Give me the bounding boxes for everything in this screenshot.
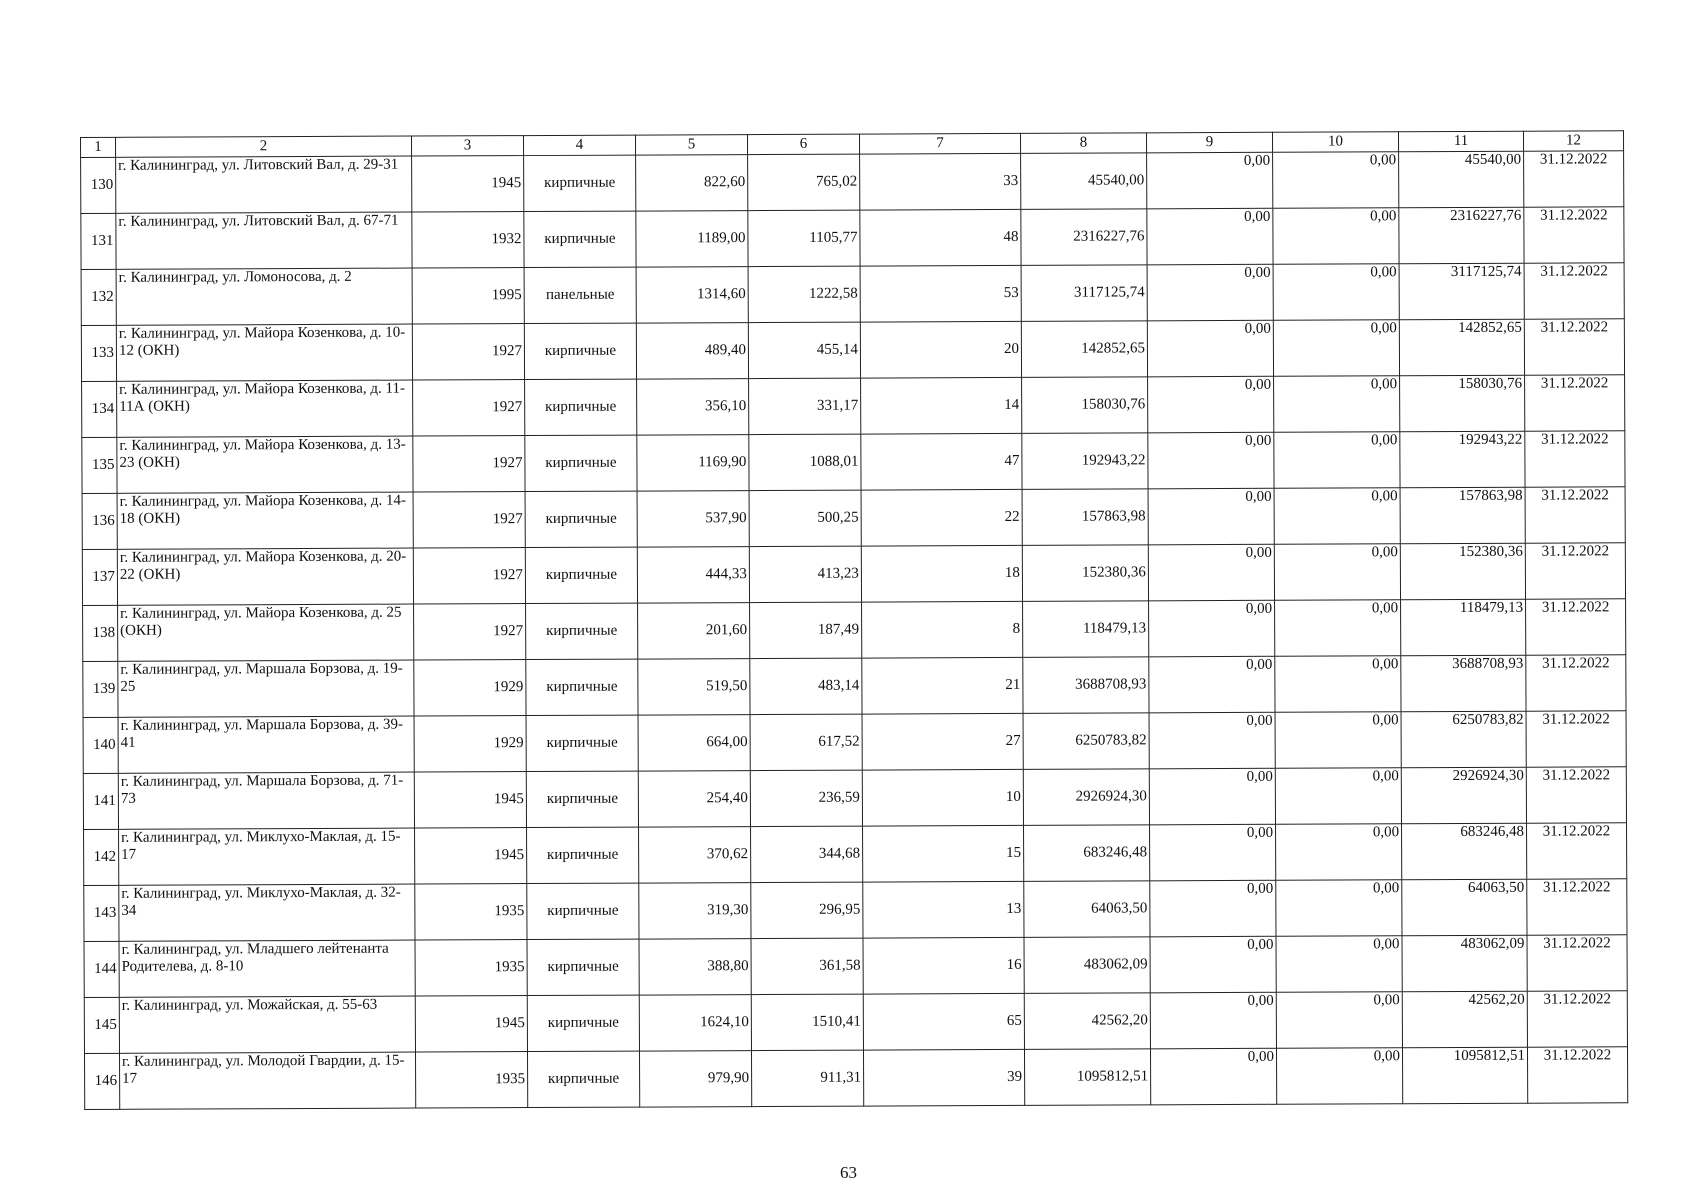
cost-total-cell: 2926924,30 (1023, 769, 1149, 826)
total-area-cell: 1169,90 (637, 435, 749, 491)
page-number: 63 (840, 1163, 857, 1182)
cost-total-cell: 192943,22 (1022, 433, 1148, 490)
residents-count-cell: 47 (861, 433, 1022, 490)
cost-cell-10: 0,00 (1275, 600, 1401, 657)
year-cell: 1995 (412, 268, 524, 324)
cost-cell-10: 0,00 (1276, 992, 1402, 1049)
cost-cell-9: 0,00 (1149, 712, 1275, 769)
deadline-date-cell: 31.12.2022 (1526, 655, 1626, 711)
deadline-date-cell: 31.12.2022 (1524, 263, 1624, 319)
row-number: 139 (83, 661, 118, 717)
year-cell: 1945 (412, 156, 524, 212)
year-cell: 1945 (414, 772, 526, 828)
total-area-cell: 444,33 (637, 547, 749, 603)
cost-cell-11: 3688708,93 (1401, 655, 1526, 712)
total-area-cell: 537,90 (637, 491, 749, 547)
residential-area-cell: 765,02 (748, 154, 860, 210)
address-cell: г. Калининград, ул. Майора Козенкова, д. 20-22 (ОКН) (117, 548, 413, 605)
year-cell: 1945 (415, 828, 527, 884)
row-number: 138 (83, 605, 118, 661)
column-number-6: 6 (747, 134, 859, 154)
wall-material-cell: кирпичные (527, 995, 639, 1051)
deadline-date-cell: 31.12.2022 (1525, 487, 1625, 543)
address-cell: г. Калининград, ул. Литовский Вал, д. 67-71 (116, 212, 412, 269)
cost-cell-10: 0,00 (1276, 880, 1402, 937)
total-area-cell: 822,60 (636, 155, 748, 211)
year-cell: 1935 (415, 1052, 527, 1108)
address-cell: г. Калининград, ул. Литовский Вал, д. 29-31 (116, 156, 412, 213)
residential-area-cell: 1088,01 (749, 434, 861, 490)
cost-cell-9: 0,00 (1150, 992, 1276, 1049)
residential-area-cell: 483,14 (750, 658, 862, 714)
cost-cell-9: 0,00 (1150, 1048, 1276, 1105)
column-number-10: 10 (1272, 132, 1398, 153)
cost-cell-9: 0,00 (1150, 880, 1276, 937)
table-row (84, 879, 1627, 942)
residents-count-cell: 27 (862, 713, 1023, 770)
cost-total-cell: 3117125,74 (1021, 265, 1147, 322)
cost-cell-9: 0,00 (1148, 544, 1274, 601)
wall-material-cell: кирпичные (525, 379, 637, 435)
row-number: 146 (84, 1053, 119, 1109)
year-cell: 1927 (412, 324, 524, 380)
deadline-date-cell: 31.12.2022 (1525, 431, 1625, 487)
address-cell: г. Калининград, ул. Майора Козенкова, д. 13-23 (ОКН) (117, 436, 413, 493)
deadline-date-cell: 31.12.2022 (1526, 711, 1626, 767)
cost-total-cell: 683246,48 (1024, 825, 1150, 882)
address-cell: г. Калининград, ул. Можайская, д. 55-63 (119, 996, 415, 1053)
total-area-cell: 664,00 (638, 715, 750, 771)
total-area-cell: 319,30 (639, 883, 751, 939)
year-cell: 1945 (415, 996, 527, 1052)
table-row (81, 319, 1624, 382)
table-body (81, 151, 1628, 1110)
cost-cell-9: 0,00 (1147, 320, 1273, 377)
cost-cell-9: 0,00 (1148, 432, 1274, 489)
table-row (82, 543, 1625, 606)
wall-material-cell: кирпичные (526, 715, 638, 771)
residential-area-cell: 187,49 (750, 602, 862, 658)
deadline-date-cell: 31.12.2022 (1524, 319, 1624, 375)
wall-material-cell: кирпичные (527, 939, 639, 995)
cost-cell-11: 3117125,74 (1399, 263, 1524, 320)
wall-material-cell: кирпичные (526, 771, 638, 827)
column-number-7: 7 (859, 133, 1020, 154)
residential-area-cell: 296,95 (751, 882, 863, 938)
residents-count-cell: 39 (863, 1049, 1024, 1106)
deadline-date-cell: 31.12.2022 (1527, 991, 1627, 1047)
total-area-cell: 356,10 (637, 379, 749, 435)
row-number: 136 (82, 493, 117, 549)
cost-cell-10: 0,00 (1273, 152, 1399, 209)
address-cell: г. Калининград, ул. Младшего лейтенанта Родителева, д. 8-10 (119, 940, 415, 997)
cost-cell-11: 2316227,76 (1399, 207, 1524, 264)
residents-count-cell: 20 (860, 321, 1021, 378)
row-number: 131 (81, 213, 116, 269)
cost-total-cell: 2316227,76 (1021, 209, 1147, 266)
residents-count-cell: 16 (863, 937, 1024, 994)
deadline-date-cell: 31.12.2022 (1526, 599, 1626, 655)
deadline-date-cell: 31.12.2022 (1527, 935, 1627, 991)
residential-area-cell: 911,31 (751, 1050, 863, 1106)
row-number: 143 (84, 885, 119, 941)
row-number: 134 (82, 381, 117, 437)
address-cell: г. Калининград, ул. Майора Козенкова, д. 25 (ОКН) (118, 604, 414, 661)
cost-cell-10: 0,00 (1274, 488, 1400, 545)
table-row (82, 487, 1625, 550)
cost-cell-11: 45540,00 (1399, 151, 1524, 208)
cost-total-cell: 42562,20 (1024, 993, 1150, 1050)
cost-cell-9: 0,00 (1147, 208, 1273, 265)
wall-material-cell: кирпичные (526, 603, 638, 659)
residents-count-cell: 14 (861, 377, 1022, 434)
year-cell: 1929 (414, 716, 526, 772)
address-cell: г. Калининград, ул. Майора Козенкова, д. 14-18 (ОКН) (117, 492, 413, 549)
residents-count-cell: 53 (860, 265, 1021, 322)
residential-area-cell: 1105,77 (748, 210, 860, 266)
residential-area-cell: 361,58 (751, 938, 863, 994)
cost-total-cell: 483062,09 (1024, 937, 1150, 994)
cost-cell-11: 2926924,30 (1401, 767, 1526, 824)
total-area-cell: 370,62 (639, 827, 751, 883)
residents-count-cell: 18 (861, 545, 1022, 602)
cost-total-cell: 118479,13 (1023, 601, 1149, 658)
residential-area-cell: 455,14 (748, 322, 860, 378)
deadline-date-cell: 31.12.2022 (1524, 151, 1624, 207)
cost-cell-9: 0,00 (1147, 152, 1273, 209)
column-number-12: 12 (1523, 131, 1623, 151)
row-number: 145 (84, 997, 119, 1053)
wall-material-cell: кирпичные (524, 155, 636, 211)
column-number-4: 4 (523, 135, 635, 155)
total-area-cell: 1314,60 (636, 267, 748, 323)
cost-cell-11: 6250783,82 (1401, 711, 1526, 768)
residential-area-cell: 500,25 (749, 490, 861, 546)
column-number-8: 8 (1020, 133, 1146, 154)
table-row (83, 655, 1626, 718)
deadline-date-cell: 31.12.2022 (1527, 1047, 1627, 1103)
address-cell: г. Калининград, ул. Майора Козенкова, д. 11-11А (ОКН) (117, 380, 413, 437)
wall-material-cell: кирпичные (526, 659, 638, 715)
year-cell: 1927 (413, 380, 525, 436)
cost-cell-10: 0,00 (1274, 376, 1400, 433)
cost-total-cell: 6250783,82 (1023, 713, 1149, 770)
cost-cell-10: 0,00 (1276, 824, 1402, 881)
year-cell: 1927 (413, 548, 525, 604)
residents-count-cell: 8 (862, 601, 1023, 658)
cost-cell-10: 0,00 (1276, 1048, 1402, 1105)
wall-material-cell: кирпичные (525, 547, 637, 603)
residents-count-cell: 15 (863, 825, 1024, 882)
wall-material-cell: кирпичные (527, 883, 639, 939)
year-cell: 1927 (413, 436, 525, 492)
total-area-cell: 489,40 (636, 323, 748, 379)
residential-area-cell: 344,68 (751, 826, 863, 882)
cost-total-cell: 142852,65 (1021, 321, 1147, 378)
address-cell: г. Калининград, ул. Маршала Борзова, д. 39-41 (118, 716, 414, 773)
row-number: 142 (84, 829, 119, 885)
cost-cell-11: 483062,09 (1402, 935, 1527, 992)
cost-total-cell: 64063,50 (1024, 881, 1150, 938)
cost-cell-10: 0,00 (1275, 712, 1401, 769)
residents-count-cell: 13 (863, 881, 1024, 938)
residential-area-cell: 331,17 (749, 378, 861, 434)
column-number-5: 5 (635, 135, 747, 155)
table-row (84, 1047, 1627, 1110)
cost-cell-9: 0,00 (1150, 824, 1276, 881)
residents-count-cell: 33 (860, 153, 1021, 210)
wall-material-cell: кирпичные (525, 435, 637, 491)
address-cell: г. Калининград, ул. Маршала Борзова, д. 71-73 (118, 772, 414, 829)
wall-material-cell: кирпичные (525, 491, 637, 547)
cost-cell-11: 42562,20 (1402, 991, 1527, 1048)
cost-cell-10: 0,00 (1274, 432, 1400, 489)
table-row (84, 823, 1627, 886)
cost-total-cell: 158030,76 (1022, 377, 1148, 434)
cost-cell-11: 118479,13 (1401, 599, 1526, 656)
cost-cell-9: 0,00 (1149, 656, 1275, 713)
total-area-cell: 254,40 (638, 771, 750, 827)
address-cell: г. Калининград, ул. Миклухо-Маклая, д. 15-17 (119, 828, 415, 885)
row-number: 130 (81, 157, 116, 213)
table-row (82, 375, 1625, 438)
row-number: 135 (82, 437, 117, 493)
year-cell: 1929 (414, 660, 526, 716)
residents-count-cell: 10 (862, 769, 1023, 826)
cost-cell-10: 0,00 (1275, 656, 1401, 713)
wall-material-cell: кирпичные (524, 323, 636, 379)
cost-cell-11: 152380,36 (1400, 543, 1525, 600)
cost-cell-10: 0,00 (1276, 936, 1402, 993)
total-area-cell: 519,50 (638, 659, 750, 715)
cost-cell-11: 64063,50 (1402, 879, 1527, 936)
deadline-date-cell: 31.12.2022 (1526, 767, 1626, 823)
cost-cell-11: 683246,48 (1402, 823, 1527, 880)
column-number-3: 3 (411, 136, 523, 156)
table-row (81, 207, 1624, 270)
column-number-11: 11 (1398, 131, 1523, 152)
table-row (84, 935, 1627, 998)
address-cell: г. Калининград, ул. Молодой Гвардии, д. 15-17 (119, 1052, 415, 1109)
residential-area-cell: 236,59 (750, 770, 862, 826)
column-number-1: 1 (81, 137, 116, 157)
total-area-cell: 1189,00 (636, 211, 748, 267)
deadline-date-cell: 31.12.2022 (1524, 207, 1624, 263)
cost-total-cell: 3688708,93 (1023, 657, 1149, 714)
address-cell: г. Калининград, ул. Миклухо-Маклая, д. 32-34 (119, 884, 415, 941)
wall-material-cell: кирпичные (524, 211, 636, 267)
table-row (81, 151, 1624, 214)
total-area-cell: 1624,10 (639, 995, 751, 1051)
cost-cell-10: 0,00 (1273, 208, 1399, 265)
total-area-cell: 201,60 (638, 603, 750, 659)
year-cell: 1932 (412, 212, 524, 268)
cost-cell-9: 0,00 (1150, 936, 1276, 993)
cost-total-cell: 1095812,51 (1024, 1049, 1150, 1106)
table-row (84, 991, 1627, 1054)
cost-cell-10: 0,00 (1273, 264, 1399, 321)
table-row (83, 767, 1626, 830)
year-cell: 1935 (415, 940, 527, 996)
deadline-date-cell: 31.12.2022 (1525, 543, 1625, 599)
row-number: 144 (84, 941, 119, 997)
residential-area-cell: 413,23 (749, 546, 861, 602)
table-row (81, 263, 1624, 326)
deadline-date-cell: 31.12.2022 (1527, 879, 1627, 935)
cost-cell-9: 0,00 (1147, 264, 1273, 321)
cost-cell-10: 0,00 (1275, 768, 1401, 825)
cost-cell-9: 0,00 (1149, 768, 1275, 825)
cost-total-cell: 45540,00 (1021, 153, 1147, 210)
deadline-date-cell: 31.12.2022 (1525, 375, 1625, 431)
row-number: 140 (83, 717, 118, 773)
cost-total-cell: 152380,36 (1022, 545, 1148, 602)
cost-cell-10: 0,00 (1274, 544, 1400, 601)
address-cell: г. Калининград, ул. Маршала Борзова, д. 19-25 (118, 660, 414, 717)
table-row (82, 431, 1625, 494)
cost-cell-11: 157863,98 (1400, 487, 1525, 544)
cost-cell-10: 0,00 (1273, 320, 1399, 377)
residential-area-cell: 1222,58 (748, 266, 860, 322)
row-number: 132 (81, 269, 116, 325)
year-cell: 1927 (413, 492, 525, 548)
housing-register-table (80, 130, 1628, 1110)
cost-cell-11: 158030,76 (1400, 375, 1525, 432)
row-number: 133 (81, 325, 116, 381)
residential-area-cell: 617,52 (750, 714, 862, 770)
address-cell: г. Калининград, ул. Майора Козенкова, д. 10-12 (ОКН) (116, 324, 412, 381)
wall-material-cell: кирпичные (527, 827, 639, 883)
cost-cell-11: 192943,22 (1400, 431, 1525, 488)
year-cell: 1935 (415, 884, 527, 940)
cost-total-cell: 157863,98 (1022, 489, 1148, 546)
cost-cell-9: 0,00 (1148, 376, 1274, 433)
wall-material-cell: панельные (524, 267, 636, 323)
row-number: 137 (82, 549, 117, 605)
cost-cell-11: 142852,65 (1399, 319, 1524, 376)
cost-cell-9: 0,00 (1149, 600, 1275, 657)
total-area-cell: 388,80 (639, 939, 751, 995)
residents-count-cell: 48 (860, 209, 1021, 266)
column-number-2: 2 (116, 136, 412, 157)
year-cell: 1927 (414, 604, 526, 660)
cost-cell-9: 0,00 (1148, 488, 1274, 545)
table-row (83, 711, 1626, 774)
residents-count-cell: 21 (862, 657, 1023, 714)
residents-count-cell: 65 (863, 993, 1024, 1050)
total-area-cell: 979,90 (639, 1051, 751, 1107)
register-sheet (80, 132, 1623, 1110)
table-row (83, 599, 1626, 662)
column-number-9: 9 (1146, 132, 1272, 153)
address-cell: г. Калининград, ул. Ломоносова, д. 2 (116, 268, 412, 325)
row-number: 141 (83, 773, 118, 829)
residents-count-cell: 22 (861, 489, 1022, 546)
deadline-date-cell: 31.12.2022 (1527, 823, 1627, 879)
residential-area-cell: 1510,41 (751, 994, 863, 1050)
cost-cell-11: 1095812,51 (1402, 1047, 1527, 1104)
wall-material-cell: кирпичные (527, 1051, 639, 1107)
